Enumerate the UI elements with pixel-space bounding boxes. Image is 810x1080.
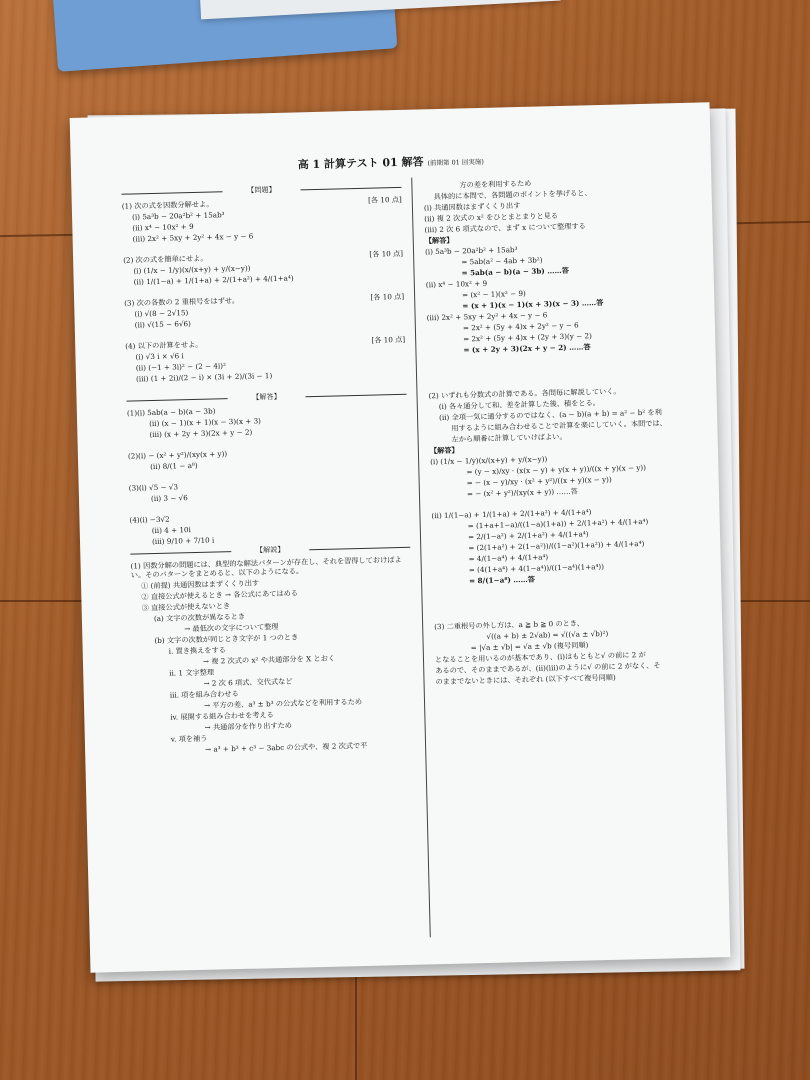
right-text: (ii) 全項一気に通分するのではなく、(a − b)(a + b) = a² − b² を利 — [438, 407, 662, 423]
solution-line: (i) 5a³b − 20a²b² + 15ab³ — [424, 245, 518, 257]
solution-line: = 2x² + (5y + 4)x + 2y² − y − 6 — [462, 320, 579, 333]
right-text: あるので、そのままであるが、(ii)(iii)のように√ の前に 2 がなく、そ — [435, 660, 661, 676]
explanation-step: → 共通部分を作り出すため — [204, 720, 293, 732]
answer-line: (ii) 8/(1 − a⁸) — [150, 460, 198, 472]
solution-line: = (1+a+1−a)/((1−a)(1+a)) + 2/(1+a²) + 4/(1+a⁴) — [467, 516, 649, 531]
solution-heading: 【解答】 — [429, 445, 459, 456]
solution-line: (ii) x⁴ − 10x² + 9 — [425, 278, 488, 290]
right-text: (iii) 2 次 6 項式なので、まず x について整理する — [424, 221, 586, 235]
solution-line: (iii) 2x² + 5xy + 2y² + 4x − y − 6 — [426, 310, 548, 323]
solution-line: = 5ab(a − b)(a − 3b) ……答 — [461, 265, 569, 278]
explanation-step: ① (前提) 共通因数はまずくくり出す — [140, 578, 260, 591]
q2-item: (i) (1/x − 1/y)(x/(x+y) + y/(x−y)) — [133, 263, 251, 276]
solution-line: = (2(1+a²) + 2(1−a²))/((1−a²)(1+a²)) + 4/(1+a⁴) — [468, 539, 645, 553]
solution-line: = (4(1+a⁴) + 4(1−a⁴))/((1−a⁴)(1+a⁴)) — [468, 562, 605, 575]
sheet-title — [71, 148, 711, 177]
explanation-intro: (1) 因数分解の問題には、典型的な解法パターンが存在し、それを習得しておけばよい。そのパターンをまとめると、以下のようになる。 — [130, 554, 402, 580]
q2-item: (ii) 1/(1−a) + 1/(1+a) + 2/(1+a²) + 4/(1+a⁴) — [133, 273, 294, 287]
solution-line: = − (x − y)/xy · (x² + y²)/((x + y)(x − y)) — [466, 474, 612, 488]
right-text: (2) いずれも分数式の計算である。各問毎に解説していく。 — [428, 386, 621, 401]
solution-line: = (x² − 1)(x² − 9) — [461, 288, 526, 300]
q2-points: [各 10 点] — [369, 248, 404, 259]
right-text: 具体的に本問で、各問題のポイントを挙げると、 — [433, 188, 592, 202]
right-column — [423, 173, 697, 688]
q4-item: (i) √3 i × √6 i — [135, 351, 184, 362]
explanation-step: ii. 1 文字整理 — [169, 667, 215, 678]
q4-label: (4) 以下の計算をせよ。 — [125, 339, 203, 351]
q1-points: [各 10 点] — [367, 194, 402, 205]
solution-heading: 【解答】 — [424, 235, 454, 246]
q1-item: (iii) 2x² + 5xy + 2y² + 4x − y − 6 — [132, 231, 254, 244]
explanation-step: iii. 項を組み合わせる — [169, 688, 239, 700]
solution-line: = − (x² + y²)/(xy(x + y)) ……答 — [466, 486, 579, 499]
q2-label: (2) 次の式を簡単にせよ。 — [123, 253, 208, 265]
solution-line: (ii) 1/(1−a) + 1/(1+a) + 2/(1+a²) + 4/(1+a⁴) — [431, 507, 592, 521]
q3-points: [各 10 点] — [370, 291, 405, 302]
q4-points: [各 10 点] — [371, 334, 406, 345]
answer-line: (4)(i) −3√2 — [129, 514, 170, 525]
answer-line: (2)(i) − (x² + y²)/(xy(x + y)) — [127, 449, 228, 461]
right-text: (ii) 複 2 次式の x² をひとまとまりと見る — [424, 211, 559, 224]
questions-heading: 【問題】 — [121, 182, 401, 198]
answer-line: (iii) (x + 2y + 3)(2x + y − 2) — [149, 427, 253, 440]
explanation-step: v. 項を補う — [170, 733, 208, 744]
solution-line: = 4/(1−a⁴) + 4/(1+a⁴) — [468, 552, 549, 564]
explanation-step: → 平方の差、a³ ± b³ の公式などを利用するため — [203, 696, 363, 710]
q1-item: (ii) x⁴ − 10x² + 9 — [132, 221, 194, 233]
right-text: √((a + b) ± 2√ab) = √((√a ± √b)²) — [486, 628, 609, 641]
q3-label: (3) 次の各数の 2 重根号をはずせ。 — [124, 295, 240, 308]
solution-line: = 2x² + (5y + 4)x + (2y + 3)(y − 2) — [463, 331, 592, 344]
q4-item: (iii) (1 + 2i)/(2 − i) × (3i + 2)/(3i − 1) — [135, 371, 273, 384]
q4-item: (ii) (−1 + 3i)² − (2 − 4i)² — [135, 361, 227, 373]
answer-line: (ii) (x − 1)(x + 1)(x − 3)(x + 3) — [149, 416, 262, 429]
explanation-step: → 最低次の文字について整理 — [184, 621, 279, 634]
solution-line: = 2/(1−a²) + 2/(1+a²) + 4/(1+a⁴) — [467, 529, 589, 542]
explanation-step: → 2 次 6 項式、交代式など — [203, 676, 293, 688]
right-text: のままでないときには、それぞれ (以下すべて複号同順) — [435, 672, 616, 687]
title-subtitle: (前期第 01 回実施) — [427, 157, 485, 168]
explanation-step: → 複 2 次式の x² や共通部分を X とおく — [202, 653, 336, 666]
solution-line: (i) (1/x − 1/y)(x/(x+y) + y/(x−y)) — [430, 454, 548, 467]
explanation-step: ③ 直接公式が使えないとき — [141, 601, 231, 613]
solution-line: = (x + 1)(x − 1)(x + 3)(x − 3) ……答 — [462, 297, 604, 311]
answer-line: (ii) 3 − √6 — [150, 493, 188, 504]
q3-item: (ii) √(15 − 6√6) — [134, 319, 191, 330]
answer-line: (iii) 9/10 + 7/10 i — [151, 535, 215, 547]
answer-sheet — [70, 102, 731, 972]
explanation-heading: 【解説】 — [130, 542, 410, 558]
q3-item: (i) √(8 − 2√15) — [134, 308, 189, 319]
q1-item: (i) 5a³b − 20a²b² + 15ab³ — [131, 210, 225, 222]
explanation-step: (b) 文字の次数が同じとき文字が 1 つのとき — [154, 632, 299, 646]
title-text: 高 1 計算テスト 01 解答 — [297, 155, 424, 172]
right-text: (3) 二重根号の外し方は、a ≧ b ≧ 0 のとき、 — [434, 618, 584, 632]
right-text: となることを用いるのが基本であり、(i)はもともと√ の前に 2 が — [434, 650, 646, 665]
explanation-step: i. 置き換えをする — [168, 645, 226, 656]
solution-line: = 8/(1−a⁸) ……答 — [468, 574, 536, 586]
solution-line: = 5ab(a² − 4ab + 3b²) — [461, 255, 543, 267]
explanation-step: iv. 展開する組み合わせを考える — [170, 710, 274, 722]
answer-line: (ii) 4 + 10i — [151, 525, 191, 536]
explanation-step: (a) 文字の次数が異なるとき — [153, 611, 246, 624]
right-text: 用するように組み合わせることで計算を楽にしていく。本問では、 — [451, 418, 667, 433]
q1-label: (1) 次の式を因数分解せよ。 — [121, 199, 214, 211]
answer-line: (1)(i) 5ab(a − b)(a − 3b) — [126, 406, 216, 418]
answers-heading: 【解答】 — [126, 389, 406, 405]
right-text: = |√a ± √b| = √a ± √b (複号同順) — [470, 640, 589, 653]
answer-line: (3)(i) √5 − √3 — [128, 482, 179, 493]
explanation-step: ② 直接公式が使えるとき → 各公式にあてはめる — [141, 588, 299, 602]
plank-seam — [355, 960, 357, 1080]
solution-line: = (y − x)/xy · (x(x − y) + y(x + y))/((x + y)(x − y)) — [466, 462, 647, 477]
right-text: (i) 各々通分して和、差を計算した後、積をとる。 — [438, 398, 601, 412]
right-text: 方の差を利用するため — [459, 178, 532, 190]
right-text: 左から順番に計算していけばよい。 — [451, 431, 567, 444]
solution-line: = (x + 2y + 3)(2x + y − 2) ……答 — [463, 342, 591, 355]
right-text: (i) 共通因数はまずくくり出す — [423, 200, 521, 213]
explanation-step: → a³ + b³ + c³ − 3abc の公式や、複 2 次式で平 — [205, 740, 368, 754]
left-column — [121, 180, 415, 758]
